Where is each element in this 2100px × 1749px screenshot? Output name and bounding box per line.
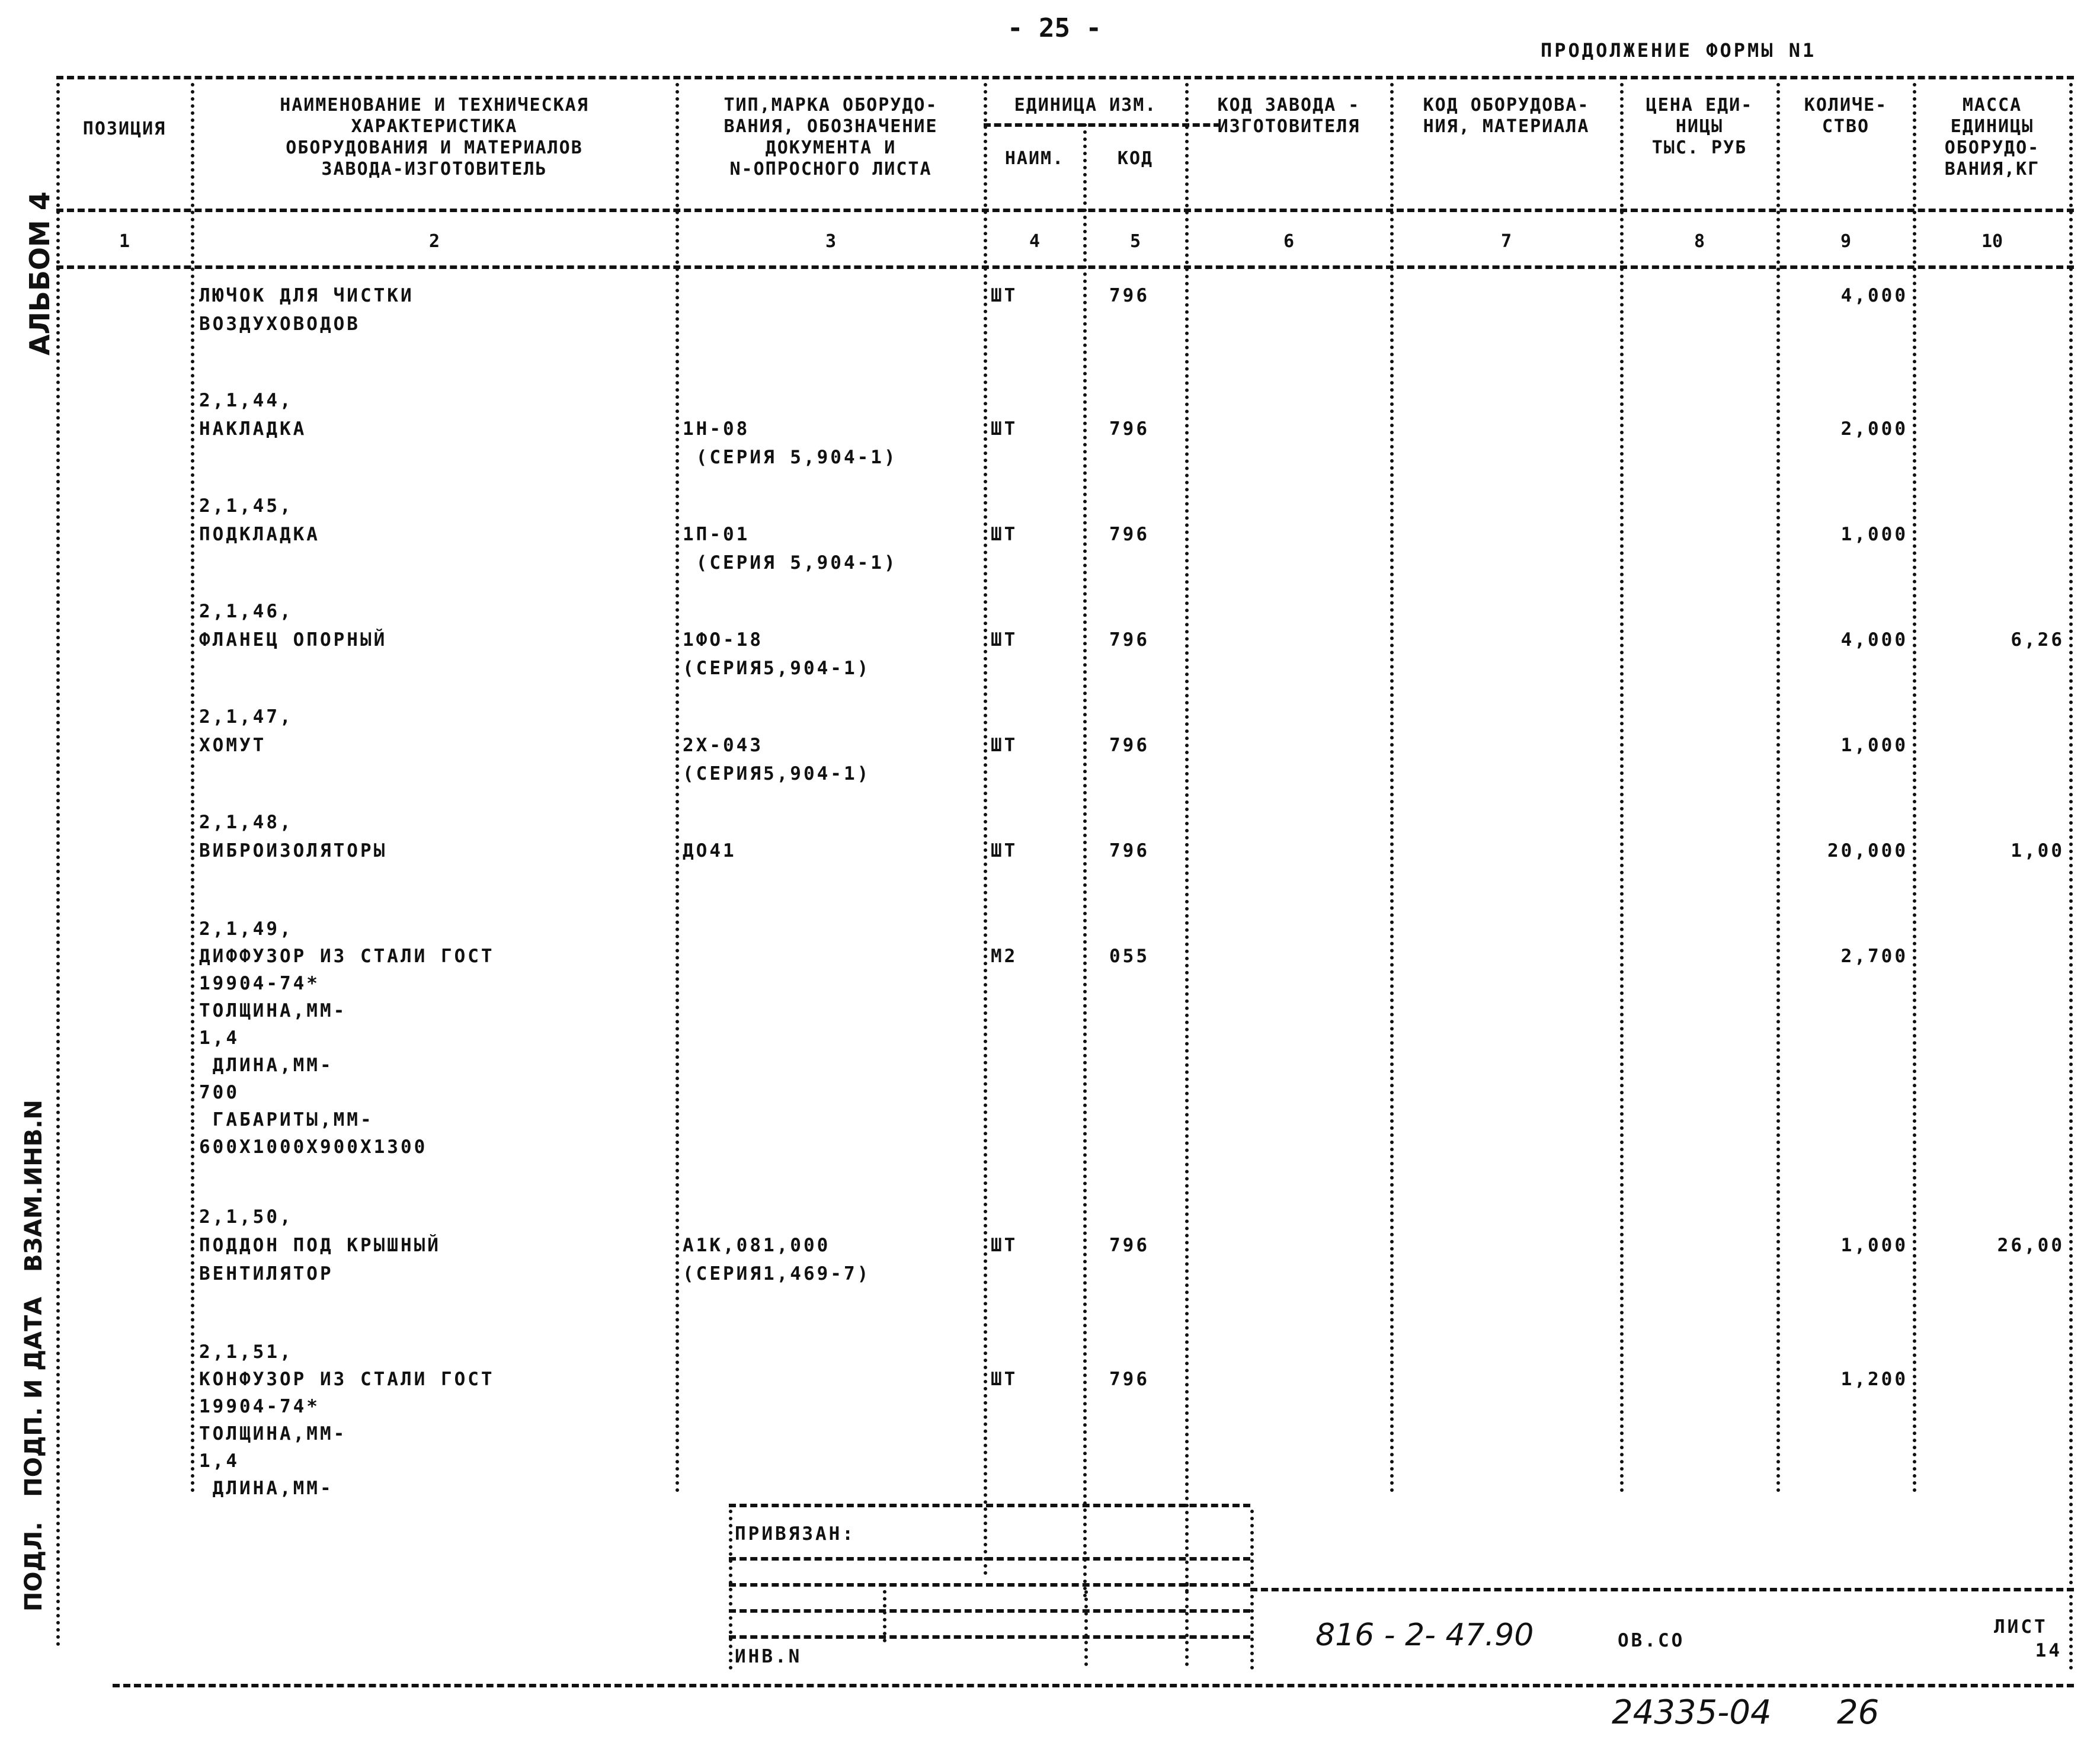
item-name-line: 2,1,50,	[199, 1206, 293, 1228]
item-type-line: ДО41	[683, 840, 737, 861]
item-unit-code: 796	[1109, 840, 1150, 861]
sheet-number: 14	[2035, 1640, 2062, 1661]
item-quantity: 1,200	[1840, 1369, 1908, 1390]
col-number: 10	[1981, 231, 2003, 252]
item-name-line: ЛЮЧОК ДЛЯ ЧИСТКИ	[199, 285, 414, 306]
col-header-price: ЦЕНА ЕДИ- НИЦЫ ТЫС. РУБ	[1646, 95, 1753, 158]
col-separator	[1185, 83, 1189, 1594]
album-label: АЛЬБОМ 4	[24, 191, 56, 355]
item-quantity: 1,000	[1840, 524, 1908, 545]
col-number: 6	[1283, 231, 1295, 252]
item-name-line: 2,1,45,	[199, 495, 293, 517]
item-quantity: 4,000	[1840, 285, 1908, 306]
col-header-equipment-code: КОД ОБОРУДОВА- НИЯ, МАТЕРИАЛА	[1423, 95, 1590, 137]
item-quantity: 20,000	[1827, 840, 1908, 861]
item-name-line: ГАБАРИТЫ,ММ-	[199, 1109, 374, 1130]
item-unit-code: 796	[1109, 418, 1150, 440]
col-separator	[1390, 83, 1394, 1493]
col-number: 1	[119, 231, 130, 252]
stamp-separator	[729, 1510, 732, 1670]
item-name-line: ВОЗДУХОВОДОВ	[199, 313, 360, 335]
item-name-line: 2,1,49,	[199, 918, 293, 940]
item-unit: ШТ	[991, 524, 1018, 545]
item-name-line: 2,1,44,	[199, 390, 293, 411]
item-type-line: (СЕРИЯ1,469-7)	[683, 1263, 871, 1284]
col-number: 4	[1029, 231, 1041, 252]
item-mass: 1,00	[2011, 840, 2064, 861]
item-name-line: 2,1,46,	[199, 601, 293, 622]
item-mass: 26,00	[1997, 1235, 2064, 1256]
item-quantity: 1,000	[1840, 735, 1908, 756]
item-name-line: ПОДДОН ПОД КРЫШНЫЙ	[199, 1235, 441, 1256]
col-separator	[984, 83, 987, 1576]
col-header-unit-name: НАИМ.	[1004, 148, 1065, 169]
document-code: 816 - 2- 47.90	[1315, 1617, 1534, 1653]
col-number: 5	[1129, 231, 1141, 252]
col-separator	[1776, 83, 1780, 1493]
item-type-line: (СЕРИЯ5,904-1)	[683, 658, 871, 679]
item-unit-code: 796	[1109, 629, 1150, 651]
item-unit-code: 796	[1109, 735, 1150, 756]
sheet-label: ЛИСТ	[1994, 1616, 2048, 1638]
col-header-unit: ЕДИНИЦА ИЗМ.	[1014, 95, 1157, 116]
item-name-line: ФЛАНЕЦ ОПОРНЫЙ	[199, 629, 388, 651]
item-unit-code: 796	[1109, 1235, 1150, 1256]
item-name-line: 1,4	[199, 1450, 239, 1472]
col-number: 9	[1840, 231, 1852, 252]
item-type-line: 1П-01	[683, 524, 750, 545]
stamp-bound-label: ПРИВЯЗАН:	[735, 1523, 856, 1545]
item-unit: ШТ	[991, 285, 1018, 306]
page-number: - 25 -	[1007, 13, 1102, 43]
stamp-separator	[1185, 1583, 1189, 1666]
stamp-separator	[1084, 1583, 1088, 1666]
archive-page: 26	[1837, 1693, 1880, 1732]
form-continuation-title: ПРОДОЛЖЕНИЕ ФОРМЫ N1	[1541, 39, 1817, 62]
stamp-inventory-label: ИНВ.N	[735, 1646, 802, 1667]
stamp-rule	[729, 1504, 1250, 1507]
item-name-line: 600Х1000Х900Х1300	[199, 1136, 428, 1158]
item-name-line: ПОДКЛАДКА	[199, 524, 320, 545]
col-separator	[191, 83, 194, 1493]
item-mass: 6,26	[2011, 629, 2064, 651]
item-unit: ШТ	[991, 840, 1018, 861]
col-number: 3	[825, 231, 837, 252]
item-name-line: ХОМУТ	[199, 735, 267, 756]
stamp-rule	[729, 1609, 1250, 1613]
item-type-line: 2Х-043	[683, 735, 763, 756]
stamp-rule	[729, 1583, 1250, 1587]
col-header-name: НАИМЕНОВАНИЕ И ТЕХНИЧЕСКАЯ ХАРАКТЕРИСТИКА ОБОРУДОВАНИЯ И МАТЕРИАЛОВ ЗАВОДА-ИЗГОТОВИТЕЛЬ	[280, 95, 589, 180]
item-name-line: ДЛИНА,ММ-	[199, 1478, 334, 1499]
header-bottom-rule	[56, 209, 2074, 212]
item-name-line: ТОЛЩИНА,ММ-	[199, 1000, 347, 1021]
item-name-line: ТОЛЩИНА,ММ-	[199, 1423, 347, 1444]
item-name-line: 2,1,51,	[199, 1341, 293, 1363]
item-type-line: (СЕРИЯ5,904-1)	[683, 763, 871, 784]
item-name-line: ВЕНТИЛЯТОР	[199, 1263, 334, 1284]
col-header-unit-code: КОД	[1117, 148, 1154, 169]
item-type-line: (СЕРИЯ 5,904-1)	[683, 447, 898, 468]
item-type-line: А1К,081,000	[683, 1235, 831, 1256]
col-separator	[1083, 123, 1087, 1599]
item-name-line: ВИБРОИЗОЛЯТОРЫ	[199, 840, 388, 861]
stamp-rule	[729, 1635, 1250, 1639]
col-separator	[676, 83, 679, 1493]
item-unit: ШТ	[991, 1235, 1018, 1256]
archive-number: 24335-04	[1612, 1693, 1772, 1732]
col-header-position: ПОЗИЦИЯ	[82, 118, 167, 139]
col-header-type: ТИП,МАРКА ОБОРУДО- ВАНИЯ, ОБОЗНАЧЕНИЕ ДОКУМЕНТА И N-ОПРОСНОГО ЛИСТА	[724, 95, 938, 180]
item-unit: ШТ	[991, 1369, 1018, 1390]
item-name-line: 1,4	[199, 1027, 239, 1049]
item-name-line: ДЛИНА,ММ-	[199, 1055, 334, 1076]
item-name-line: 700	[199, 1082, 239, 1103]
stamp-rule	[1250, 1588, 2074, 1591]
item-unit-code: 055	[1109, 946, 1150, 967]
item-name-line: НАКЛАДКА	[199, 418, 307, 440]
item-quantity: 2,700	[1840, 946, 1908, 967]
table-left-border	[56, 83, 60, 1647]
col-header-plant-code: КОД ЗАВОДА - ИЗГОТОВИТЕЛЯ	[1217, 95, 1360, 137]
item-quantity: 2,000	[1840, 418, 1908, 440]
item-type-line: (СЕРИЯ 5,904-1)	[683, 552, 898, 574]
item-name-line: 19904-74*	[199, 973, 320, 994]
item-unit: ШТ	[991, 735, 1018, 756]
item-unit-code: 796	[1109, 524, 1150, 545]
col-number: 7	[1500, 231, 1512, 252]
colnum-bottom-rule	[56, 265, 2074, 269]
item-quantity: 1,000	[1840, 1235, 1908, 1256]
item-unit: ШТ	[991, 629, 1018, 651]
item-type-line: 1ФО-18	[683, 629, 763, 651]
item-unit: ШТ	[991, 418, 1018, 440]
col-number: 8	[1694, 231, 1705, 252]
col-number: 2	[428, 231, 440, 252]
document-section: ОВ.СО	[1618, 1630, 1685, 1651]
item-type-line: 1Н-08	[683, 418, 750, 440]
col-header-mass: МАССА ЕДИНИЦЫ ОБОРУДО- ВАНИЯ,КГ	[1944, 95, 2040, 180]
col-separator	[1620, 83, 1624, 1493]
item-unit-code: 796	[1109, 1369, 1150, 1390]
stamp-rule	[729, 1557, 1250, 1561]
col-separator	[1913, 83, 1916, 1493]
item-name-line: 2,1,48,	[199, 812, 293, 833]
item-name-line: ДИФФУЗОР ИЗ СТАЛИ ГОСТ	[199, 946, 495, 967]
stamp-separator	[883, 1583, 886, 1642]
item-unit: М2	[991, 946, 1018, 967]
col-header-quantity: КОЛИЧЕ- СТВО	[1804, 95, 1888, 137]
table-top-rule	[56, 76, 2074, 79]
item-name-line: 19904-74*	[199, 1396, 320, 1417]
stamp-side-label: ПОДЛ. ПОДП. И ДАТА ВЗАМ.ИНВ.N	[20, 1100, 47, 1612]
page-bottom-rule	[113, 1684, 2074, 1687]
item-name-line: 2,1,47,	[199, 706, 293, 728]
item-unit-code: 796	[1109, 285, 1150, 306]
item-quantity: 4,000	[1840, 629, 1908, 651]
item-name-line: КОНФУЗОР ИЗ СТАЛИ ГОСТ	[199, 1369, 495, 1390]
table-right-border	[2069, 83, 2073, 1671]
